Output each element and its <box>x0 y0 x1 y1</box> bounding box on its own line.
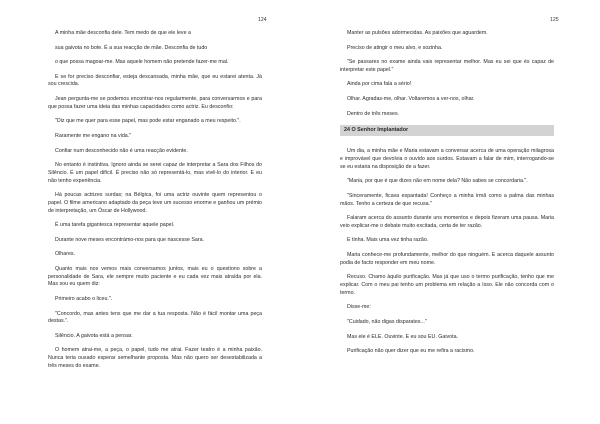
paragraph: Olhares. <box>55 251 76 258</box>
paragraph: O homem atrai-me, a peça, o papel, tudo me atrai. Fazer teatro é a minha paixão. Nunca teria ousado esperar semelhante proposta. Mas não quero ser desestabilizada a três meses do exame. <box>48 347 262 369</box>
paragraph: Confiar num desconhecido não é uma reacção evidente. <box>55 147 188 154</box>
chapter-heading: 24 O Senhor Implantador <box>340 125 554 136</box>
paragraphs-before <box>340 30 554 118</box>
paragraph: É uma tarefa gigantesca representar aquele papel. <box>55 222 175 229</box>
paragraphs-after <box>340 148 554 356</box>
paragraph: Recuso. Chamo àquilo purificação. Mas já que uso o termo purificação, tenho que me explicar. Com o meu pai tenho um problema em relação a Isso. Ele não concorda com o termo. <box>340 274 554 296</box>
paragraph: Dentro de três meses. <box>347 110 400 117</box>
paragraph: Falaram acerca do assunto durante uns momentos e depois fizeram uma pausa. Maria veio explicar-me o debate muito excitada, certa de ter razão. <box>340 215 554 229</box>
paragraph: "Maria, por que é que dizes não em nome dela? Não sabes se concordaria.". <box>347 178 528 185</box>
paragraph: Manter as pulsões adormecidas. As paixões que aguardem. <box>347 30 488 36</box>
paragraph: "Cuidado, não digas disparates..." <box>347 318 427 325</box>
paragraph: Silêncio. A gaivota está a pensar. <box>55 332 133 339</box>
right-page-text <box>340 30 554 363</box>
page-number: 124 <box>258 17 267 23</box>
paragraph: No entanto é instintiva. Ignoro ainda se serei capaz de interpretar a Sara dos Filhos do Silêncio. É um papel difícil. É preciso não só representá-lo, mas vivê-lo do interior. E eu não tenho experiência. <box>48 162 262 184</box>
paragraph: Um dia, a minha mãe e Maria estavam a conversar acerca de uma operação milagrosa e improvável que devolvia o ouvido aos surdos. Estavam a falar de mim, interrogando-se se eu estaria na disposição de a fazer. <box>340 148 554 170</box>
paragraph: E tinha. Mais uma vez tinha razão. <box>347 237 429 244</box>
paragraph: Jean pergunta-me se podemos encontrar-nos regularmente, para conversarmos e para que possa fazer uma ideia das minhas capacidades como actriz. Eu desconfio: <box>48 96 262 110</box>
paragraph: Primeiro acabo o liceu.". <box>55 295 113 302</box>
paragraph: Olhar. Agradas-me, olhar. Voltaremos a ver-nos, olhar. <box>347 96 475 103</box>
paragraph: Há poucas actrizes surdas; na Bélgica, foi uma actriz ouvinte quem representou o papel. O filme americano adaptado da peça teve um sucesso enorme e ganhou um prémio de interpretação, um Óscar de Hollywood. <box>48 192 262 214</box>
paragraph: Durante nove meses encontrámo-nos para que nascesse Sara. <box>55 236 204 243</box>
paragraph: E se for preciso desconfiar, esteja descansada, minha mãe, que eu estarei atenta. Já sou crescida. <box>48 73 262 88</box>
paragraph: "Diz que me quer para esse papel, mas pode estar enganado a meu respeito.". <box>55 118 241 125</box>
paragraph: Raramente me engano na vida." <box>55 132 132 139</box>
paragraph: Mas ele é ELE. Ouvinte. E eu sou EU. Gaivota. <box>347 333 458 340</box>
paragraph: Quanto mais nos vemos mais conversamos juntos, mais eu o questiono sobre a personalidade de Sara, ele sempre muito paciente e eu cada vez mais atraída por ela. Mas sou eu quem diz: <box>48 265 262 288</box>
paragraph: sua gaivota no bote. É a sua reacção de mãe. Desconfia de tudo <box>55 44 208 51</box>
paragraph: "Se passares no exame ainda vais representar melhor. Mas eu sei que és capaz de interpretar este papel." <box>340 59 554 73</box>
left-page-text <box>48 30 262 377</box>
paragraph: Maria conhece-me profundamente, melhor do que ninguém. E acerca daquele assunto podia de facto responder em meu nome. <box>340 252 554 266</box>
paragraph: Preciso de atingir o meu alvo, e sozinha. <box>347 44 443 51</box>
paragraph: "Concordo, mas antes tens que me dar a tua resposta. Não é fácil montar uma peça destas.". <box>48 310 262 325</box>
paragraph: Disse-me: <box>347 304 371 311</box>
page-number: 125 <box>550 17 559 23</box>
paragraph: "Sinceramente, ficava espantada! Conheço a minha irmã como a palma das minhas mãos. Tenho a certeza de que recusa." <box>340 192 554 207</box>
paragraph: Ainda por cima fala a sério! <box>347 81 412 88</box>
paragraph: o que possa magoar-me. Mas aquele homem não pretende fazer-me mal. <box>55 59 229 66</box>
paragraph: A minha mãe desconfia dele. Tem medo de que ele leve a <box>55 30 191 36</box>
paragraph: Purificação não quer dizer que eu me refira a racismo. <box>347 348 475 355</box>
right-page <box>300 0 600 424</box>
